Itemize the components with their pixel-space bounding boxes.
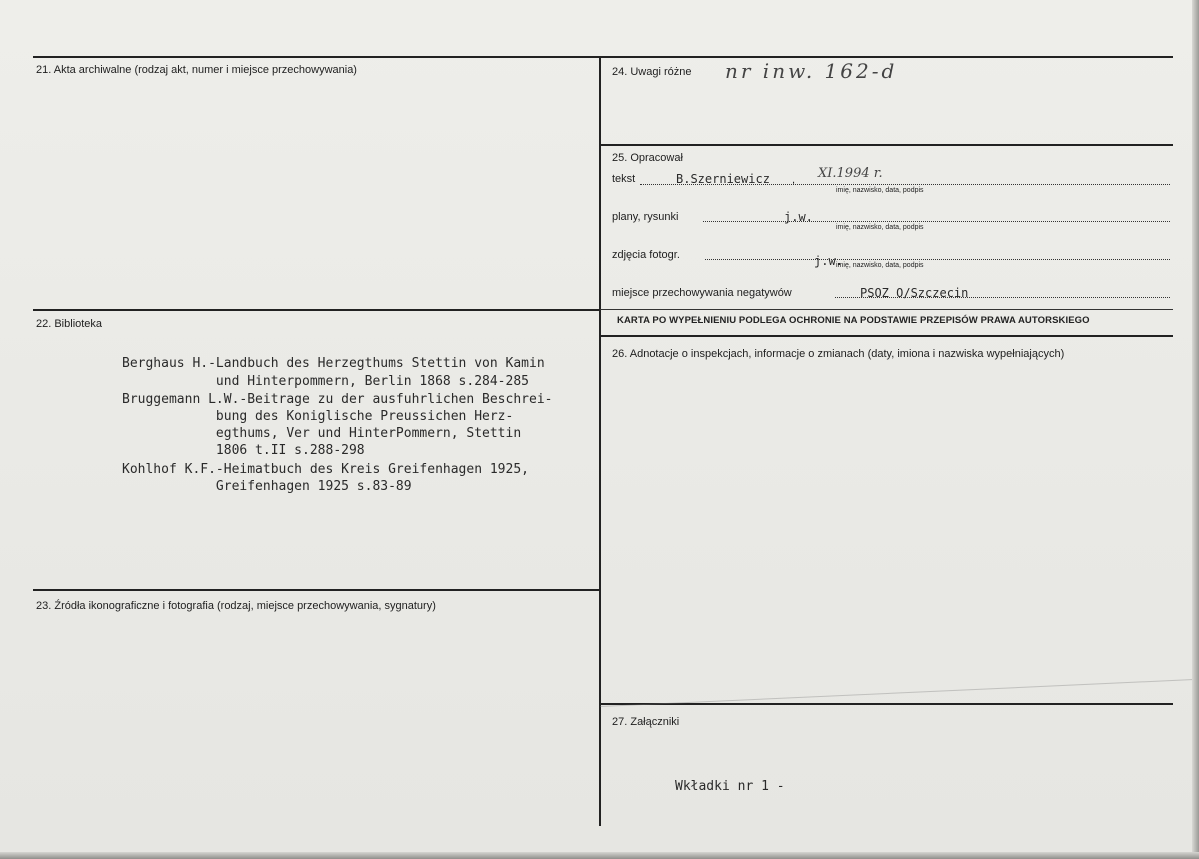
plany-value: j.w. [784, 210, 813, 224]
tekst-label: tekst [612, 173, 636, 185]
tekst-author: B.Szerniewicz [676, 172, 770, 186]
tekst-caption: imię, nazwisko, data, podpis [836, 187, 924, 194]
attachments-value: Wkładki nr 1 - [675, 779, 785, 794]
bibliography-line: bung des Koniglische Preussichen Herz- [122, 409, 514, 424]
divider-22-23 [33, 589, 600, 591]
section-26-label: 26. Adnotacje o inspekcjach, informacje o zmianach (daty, imiona i nazwiska wypełniających) [612, 348, 1065, 360]
miejsce-label: miejsce przechowywania negatywów [612, 287, 792, 299]
divider-25-26 [600, 335, 1173, 337]
bibliography-line: Kohlhof K.F.-Heimatbuch des Kreis Greifenhagen 1925, [122, 462, 529, 477]
card-edge-right [1192, 0, 1199, 859]
inventory-number-handwritten: nr inw. 162-d [725, 59, 898, 83]
bibliography-line: Greifenhagen 1925 s.83-89 [122, 479, 412, 494]
top-border [33, 56, 1173, 58]
zdjecia-label: zdjęcia fotogr. [612, 249, 680, 261]
section-23-label: 23. Źródła ikonograficzne i fotografia (rodzaj, miejsce przechowywania, sygnatury) [36, 600, 436, 612]
divider-24-25 [600, 144, 1173, 146]
section-21-label: 21. Akta archiwalne (rodzaj akt, numer i miejsce przechowywania) [36, 64, 357, 76]
plany-caption: imię, nazwisko, data, podpis [836, 224, 924, 231]
section-22-label: 22. Biblioteka [36, 318, 103, 330]
plany-dotted-line [703, 221, 1170, 222]
note-rule-top [600, 309, 1173, 310]
card-edge-bottom [0, 852, 1199, 859]
bibliography-line: und Hinterpommern, Berlin 1868 s.284-285 [122, 374, 529, 389]
bibliography-line: 1806 t.II s.288-298 [122, 443, 365, 458]
divider-21-22 [33, 309, 600, 311]
plany-label: plany, rysunki [612, 211, 679, 223]
zdjecia-value: j.w. [814, 254, 843, 268]
bibliography-line: Berghaus H.-Landbuch des Herzegthums Stettin von Kamin [122, 356, 545, 371]
zdjecia-caption: imię, nazwisko, data, podpis [836, 262, 924, 269]
column-divider [599, 56, 601, 826]
zdjecia-dotted-line [705, 259, 1170, 260]
tekst-date-handwritten: XI.1994 r. [818, 166, 883, 181]
bibliography-line: egthums, Ver und HinterPommern, Stettin [122, 426, 522, 441]
section-24-label: 24. Uwagi różne [612, 66, 692, 78]
section-27-label: 27. Załączniki [612, 716, 680, 728]
copyright-notice: KARTA PO WYPEŁNIENIU PODLEGA OCHRONIE NA PODSTAWIE PRZEPISÓW PRAWA AUTORSKIEGO [617, 315, 1090, 326]
bibliography-line: Bruggemann L.W.-Beitrage zu der ausfuhrlichen Beschrei- [122, 392, 553, 407]
section-25-label: 25. Opracował [612, 152, 683, 164]
miejsce-value: PSOZ O/Szczecin [860, 286, 969, 300]
tekst-comma: , [792, 174, 796, 186]
divider-26-27 [600, 703, 1173, 705]
